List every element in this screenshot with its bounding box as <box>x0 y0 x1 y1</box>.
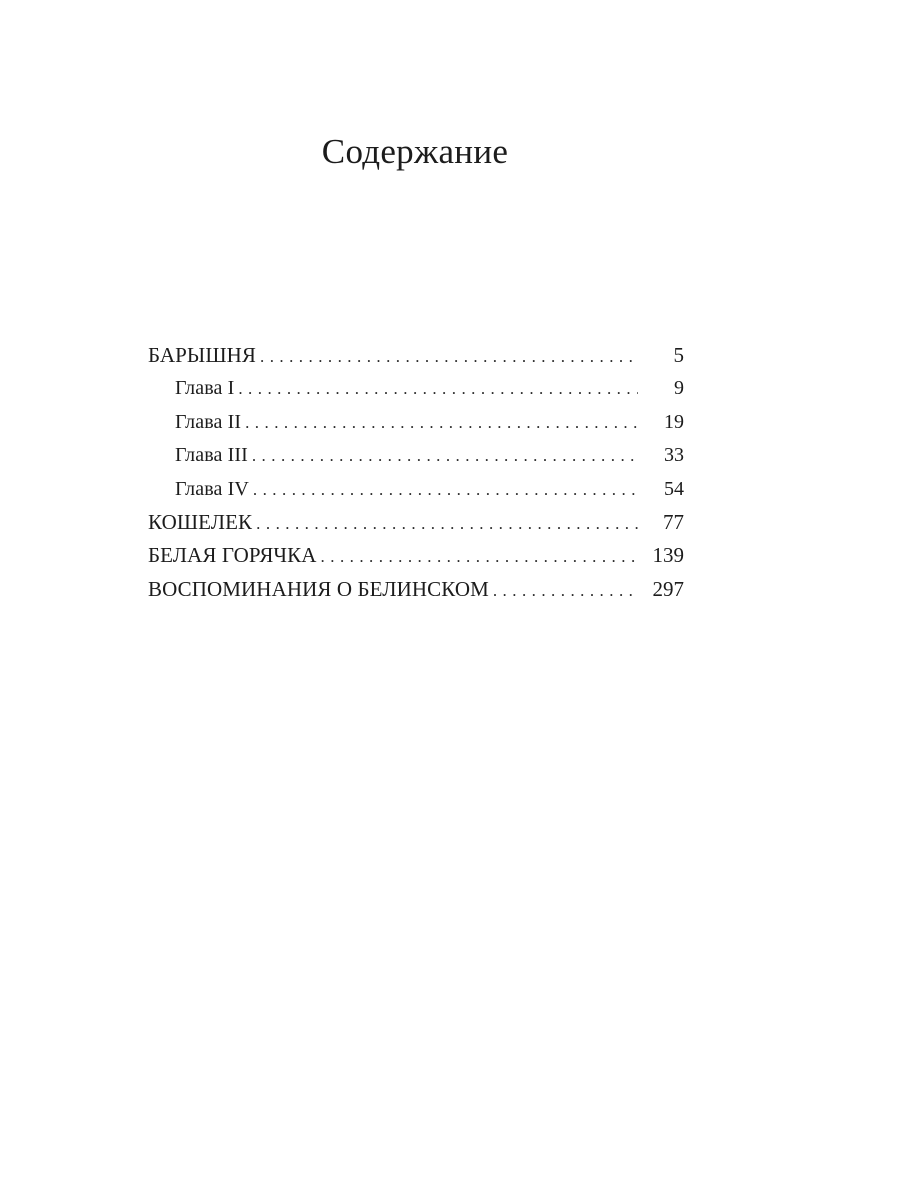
toc-entry-barysh[interactable] <box>148 339 684 372</box>
toc-entry-vospominaniya[interactable] <box>148 573 684 606</box>
dot-leader <box>252 439 638 472</box>
toc-entry-page: 33 <box>664 444 684 467</box>
toc-entry-chapter-4[interactable] <box>148 473 684 506</box>
dot-leader <box>321 540 638 572</box>
toc-entry-belaya-goryachka[interactable] <box>148 539 684 572</box>
toc-entry-page: 297 <box>652 576 684 601</box>
toc-entry-page: 9 <box>674 377 684 400</box>
toc-entry-page: 54 <box>664 477 684 500</box>
toc-entry-chapter-1[interactable] <box>148 372 684 405</box>
dot-leader <box>253 473 638 506</box>
toc-entry-title: Глава III <box>175 444 248 467</box>
toc-entry-page: 139 <box>652 543 684 568</box>
toc-entry-title: Глава I <box>175 377 235 400</box>
toc-entry-page: 19 <box>664 410 684 433</box>
dot-leader <box>238 372 638 405</box>
toc-entry-title: Глава IV <box>175 477 249 500</box>
toc-entry-title: БЕЛАЯ ГОРЯЧКА <box>148 543 317 568</box>
toc-entry-koshelek[interactable] <box>148 506 684 539</box>
toc-entry-chapter-3[interactable] <box>148 439 684 472</box>
table-of-contents <box>148 339 684 606</box>
toc-entry-title: ВОСПОМИНАНИЯ О БЕЛИНСКОМ <box>148 576 489 601</box>
dot-leader <box>493 574 638 606</box>
dot-leader <box>260 340 638 372</box>
toc-entry-title: БАРЫШНЯ <box>148 343 256 367</box>
toc-entry-title: КОШЕЛЕК <box>148 509 253 534</box>
page-title: Содержание <box>321 132 509 171</box>
toc-entry-page: 5 <box>673 343 684 367</box>
dot-leader <box>256 507 638 539</box>
toc-entry-title: Глава II <box>175 410 242 433</box>
toc-entry-chapter-2[interactable] <box>148 406 684 439</box>
toc-entry-page: 77 <box>663 509 684 534</box>
dot-leader <box>245 406 638 439</box>
